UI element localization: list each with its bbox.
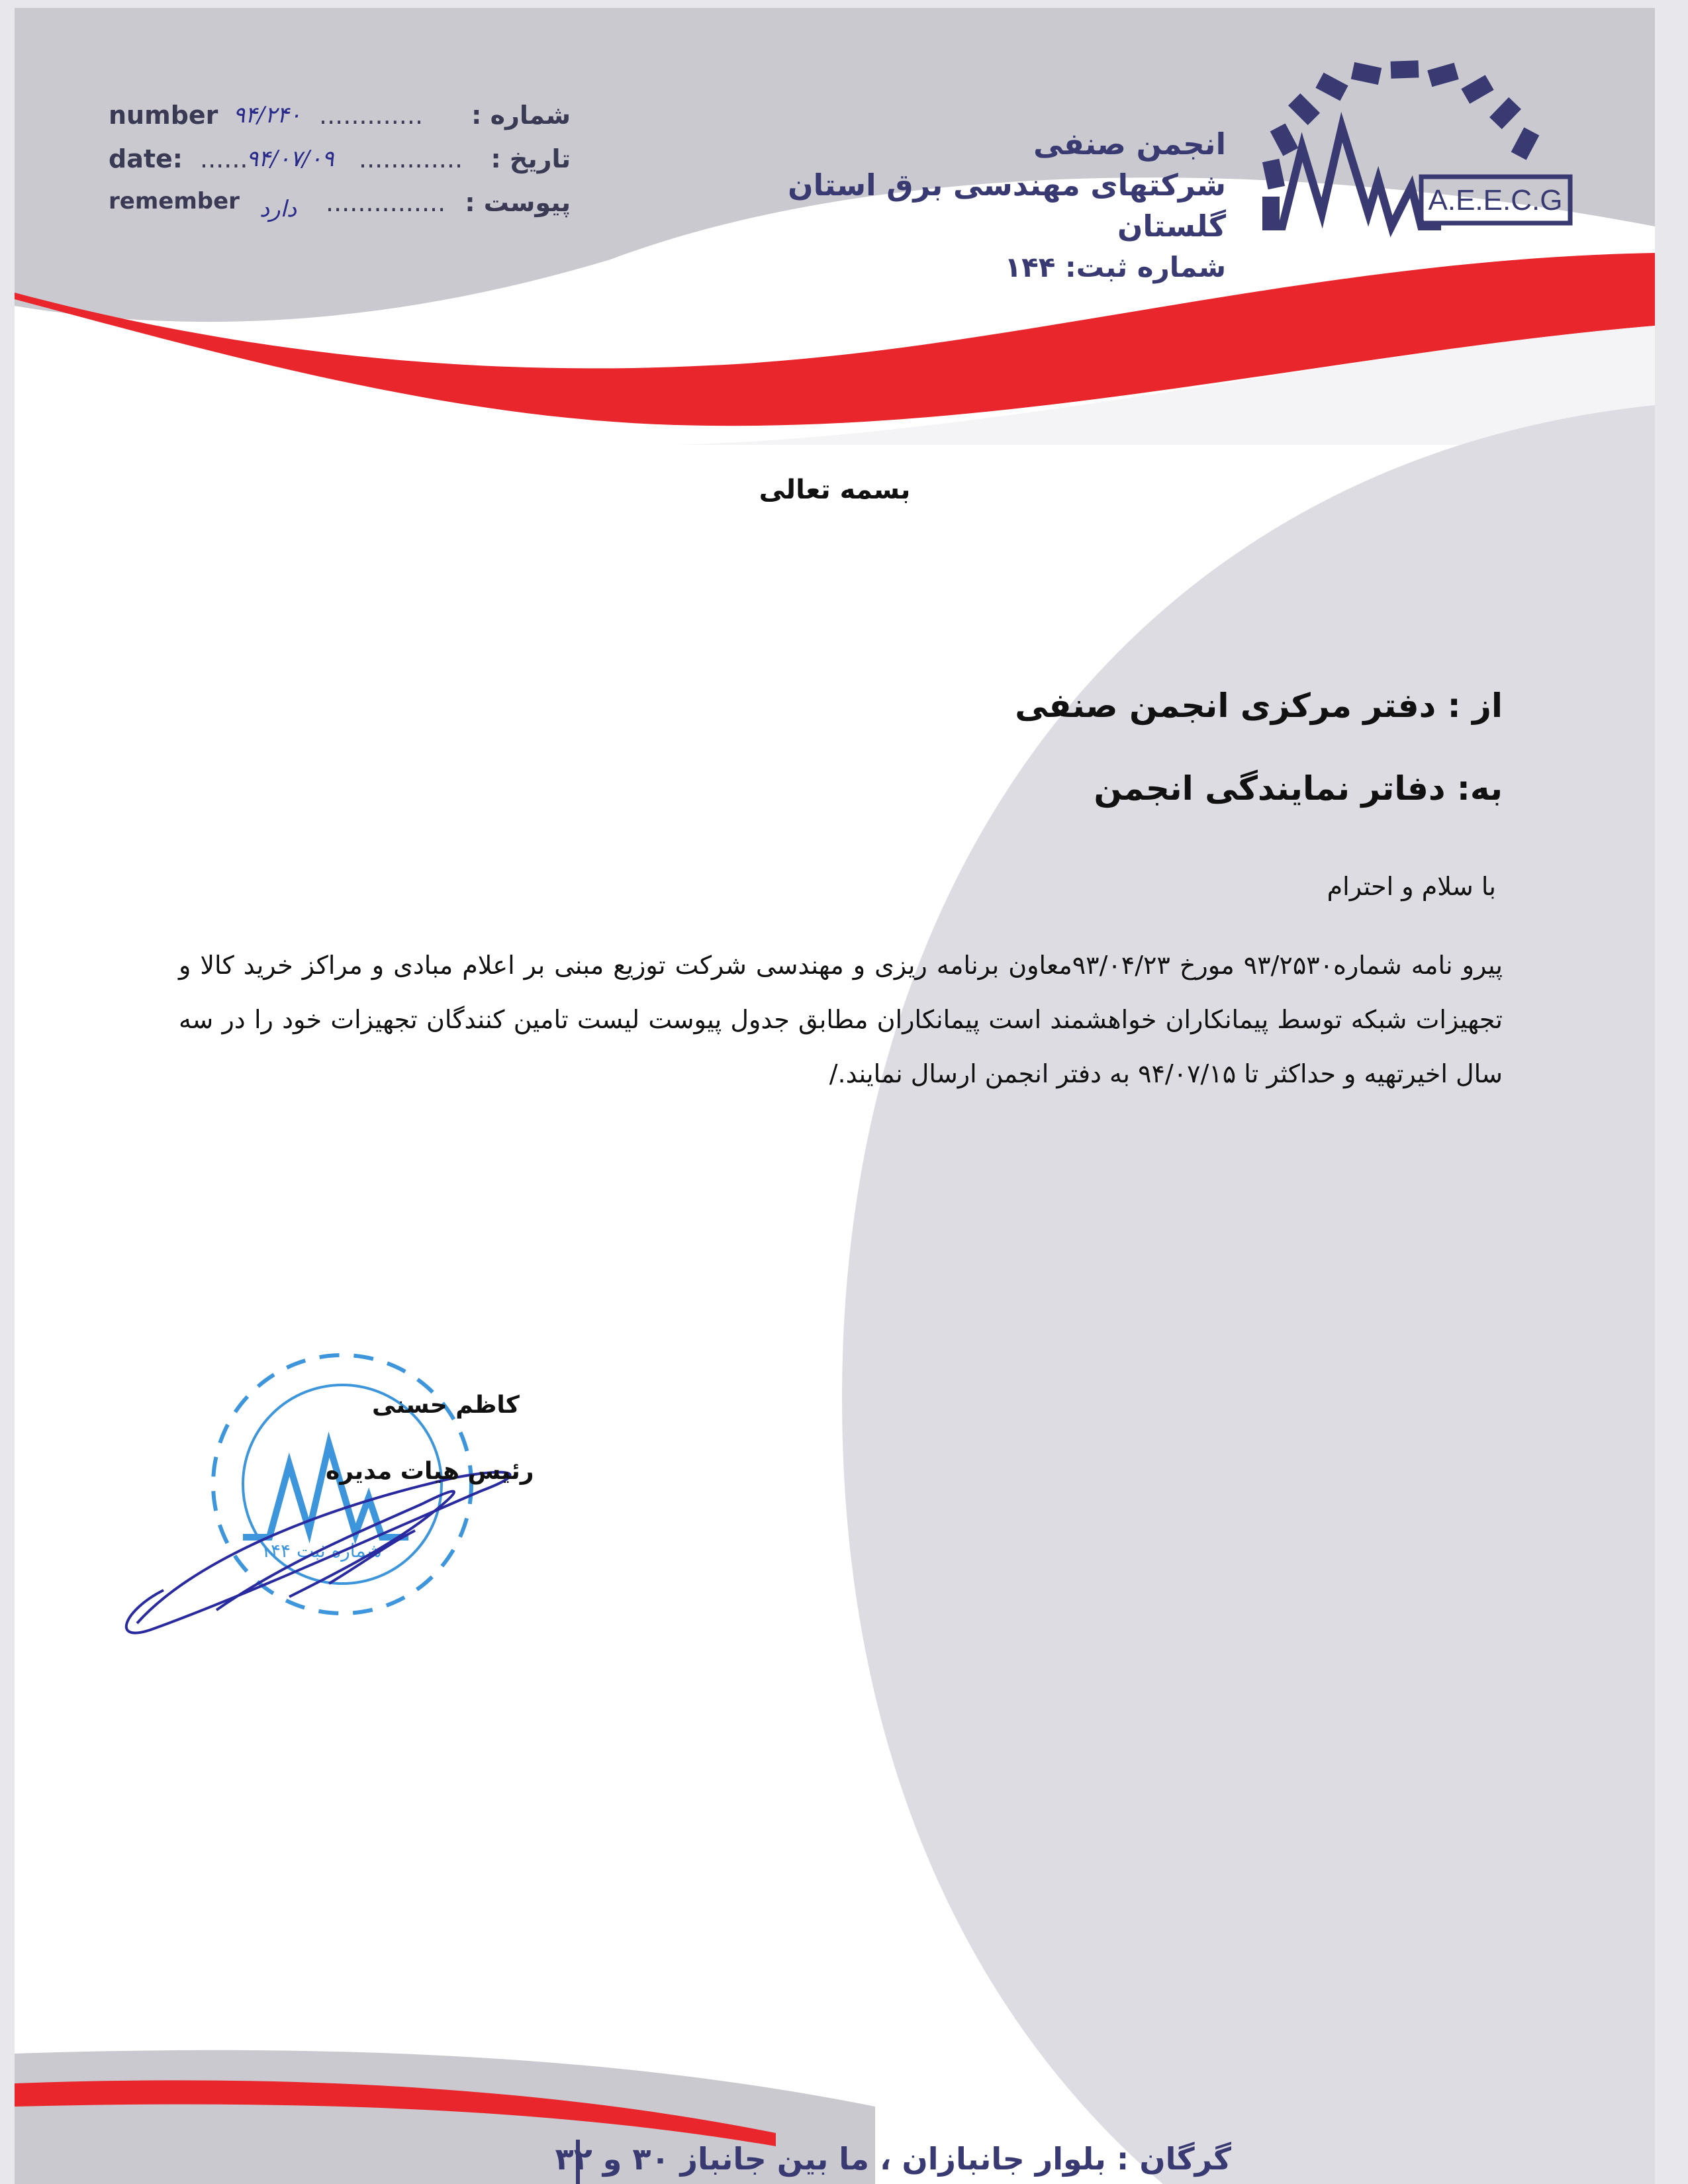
meta-date-row: date: ...... ۹۴/۰۷/۰۹ ............. تاریخ : — [109, 144, 571, 173]
number-label-en: number — [109, 101, 218, 130]
signer-name: کاظم حسنی — [372, 1392, 520, 1419]
letter-body: پیرو نامه شماره۹۳/۲۵۳۰ مورخ ۹۳/۰۴/۲۳معاون برنامه ریزی و مهندسی شرکت توزیع مبنی بر اعلام مبادی و مراکز خرید کالا و تجهیزات شبکه توسط پیمانکاران خواهشمند است پیمانکاران مطابق جدول پیوست لیست تامین کنندگان تجهیزات خود را در سه سال اخیرتهیه و حداکثر تا ۹۴/۰۷/۱۵ به دفتر انجمن ارسال نمایند./ — [179, 951, 1503, 1088]
date-label-fa: تاریخ : — [491, 144, 571, 173]
stamp-registration: شماره ثبت ۱۴۴ — [260, 1540, 382, 1562]
letter-to: به: دفاتر نمایندگی انجمن — [1094, 769, 1503, 808]
body-watermark-curve — [15, 405, 1655, 2184]
attachment-label-fa: پیوست : — [465, 188, 571, 217]
letter-from: از : دفتر مرکزی انجمن صنفی — [1015, 687, 1503, 725]
number-value: ۹۴/۲۴۰ — [233, 102, 301, 128]
number-label-fa: شماره : — [471, 101, 571, 130]
bismillah: بسمه تعالی — [759, 475, 911, 505]
signer-title: رئیس هیات مدیره — [326, 1458, 534, 1485]
letter-greeting: با سلام و احترام — [1327, 872, 1496, 901]
stamp-and-signature — [111, 1345, 706, 1650]
footer-address: گرگان : بلوار جانبازان ، ما بین جانباز ۳۰ و ۳۲ — [555, 2141, 1231, 2177]
attachment-value: دارد — [259, 196, 297, 222]
date-value: ۹۴/۰۷/۰۹ — [246, 146, 334, 172]
org-line-2: شرکتهای مهندسی برق استان گلستان — [788, 167, 1226, 244]
date-label-en: date: — [109, 144, 183, 173]
letter-page — [15, 8, 1655, 2184]
organization-name — [677, 124, 1226, 288]
attachment-label-en: remember — [109, 188, 240, 214]
meta-attachment-row: remember دارد ............... پیوست : — [109, 188, 571, 222]
aeecg-logo — [1243, 48, 1587, 246]
meta-number-row: number ۹۴/۲۴۰ ............. شماره : — [109, 101, 571, 130]
org-registration: شماره ثبت: ۱۴۴ — [1004, 251, 1226, 283]
org-line-1: انجمن صنفی — [1033, 126, 1226, 162]
logo-text: A.E.E.C.G — [1428, 184, 1563, 216]
letter-meta — [94, 101, 571, 232]
